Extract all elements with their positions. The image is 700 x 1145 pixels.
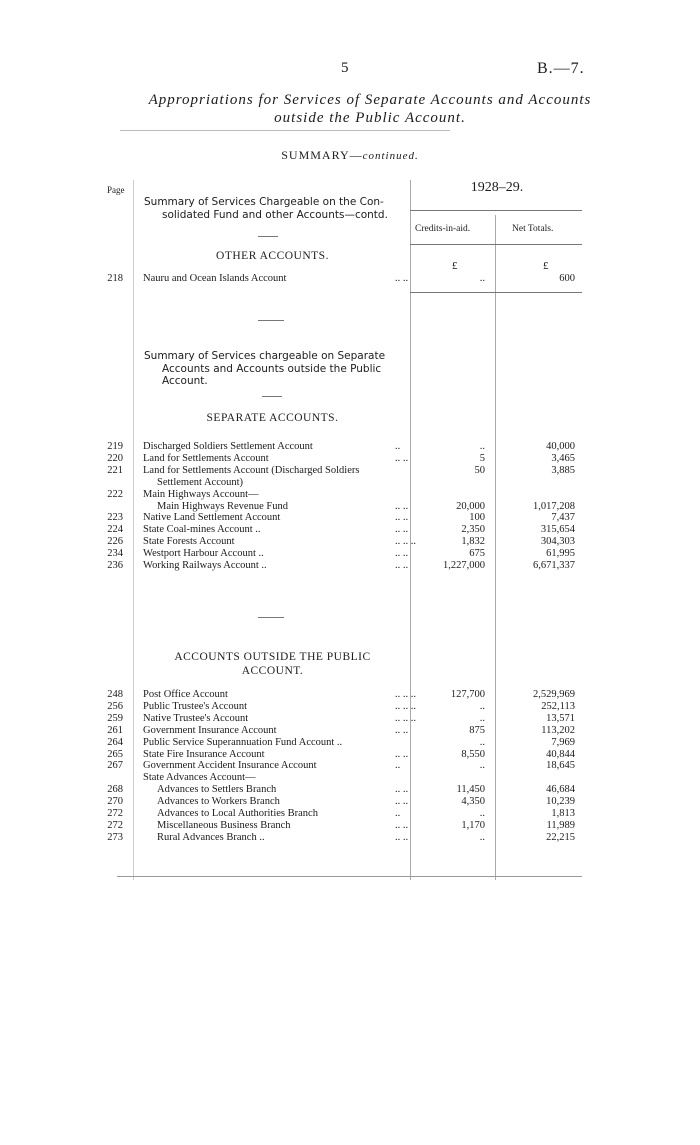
row-net-total: 113,202 [541,724,575,736]
row-description: Government Insurance Account [143,724,277,736]
table-row [105,760,585,772]
row-net-total: 22,215 [546,831,575,843]
net-totals-header: Net Totals. [512,224,554,234]
row-leader-dots: .. .. [395,724,409,736]
row-leader-dots: .. .. [395,748,409,760]
row-description: Discharged Soldiers Settlement Account [143,441,313,452]
net-currency-symbol: £ [543,260,549,272]
row-leader-dots: .. .. .. [395,712,416,724]
row-page-number: 234 [107,548,123,560]
row-leader-dots: .. .. [395,831,409,843]
row-credits-in-aid: 100 [469,512,485,524]
year-header-rule [410,210,582,211]
row-net-total: 304,303 [540,536,575,548]
row-net-total: 1,017,208 [533,500,575,512]
row-description: State Fire Insurance Account [143,748,265,760]
row-leader-dots: .. [395,441,401,452]
row-credits-in-aid: .. [479,736,485,748]
row-credits-in-aid: 875 [469,724,485,736]
row-page-number: 223 [107,512,123,524]
row-credits-in-aid: .. [479,712,485,724]
table-row [105,808,585,820]
row-net-total: 46,684 [546,784,575,796]
row-leader-dots: .. .. [395,784,409,796]
row-description: Main Highways Revenue Fund [157,500,288,512]
title-underline [120,130,450,131]
table-row [105,820,585,832]
row-net-total: 40,000 [546,441,575,452]
short-divider [258,320,284,321]
column-header-rule [410,244,582,245]
row-description: Working Railways Account .. [143,560,267,571]
other-accounts-bottom-rule [410,292,582,293]
row-description: Advances to Local Authorities Branch [157,808,318,819]
row-leader-dots: .. .. .. [395,700,416,712]
row-leader-dots: .. .. [395,452,409,464]
row-leader-dots: .. .. [395,512,409,524]
table-row [105,501,585,513]
row-leader-dots: .. .. [395,796,409,808]
separate-accounts-heading: SEPARATE ACCOUNTS. [206,412,339,424]
row-description: Nauru and Ocean Islands Account [143,273,287,284]
row-description: Land for Settlements Account (Discharged Soldiers [143,464,360,476]
page-title-line-2: outside the Public Account. [274,110,466,126]
row-page-number: 265 [107,748,123,760]
row-page-number: 270 [107,796,123,808]
row-net-total: 2,529,969 [533,689,575,700]
row-description: State Advances Account— [143,772,256,784]
row-net-total: 40,844 [546,748,575,760]
row-leader-dots: .. .. [395,819,409,831]
row-description: Public Trustee's Account [143,700,247,712]
row-credits-in-aid: 50 [474,464,485,476]
row-page-number: 236 [107,560,123,571]
table-row [105,737,585,749]
row-description: Advances to Workers Branch [157,796,280,808]
row-page-number: 219 [107,441,123,452]
row-description: Government Accident Insurance Account [143,760,317,772]
row-page-number: 273 [107,831,123,843]
row-net-total: 600 [559,273,575,284]
row-page-number: 222 [107,488,123,500]
row-page-number: 226 [107,536,123,548]
row-description: Public Service Superannuation Fund Account .. [143,736,343,748]
row-description: Advances to Settlers Branch [157,784,277,796]
table-row [105,832,585,844]
row-description: Land for Settlements Account [143,452,269,464]
row-description: Rural Advances Branch .. [157,831,265,843]
row-page-number: 259 [107,712,123,724]
table-row [105,560,585,572]
table-row [105,489,585,501]
table-row [105,796,585,808]
row-leader-dots: .. .. .. [395,536,416,548]
row-credits-in-aid: .. [479,700,485,712]
row-page-number: 272 [107,808,123,819]
table-row [105,749,585,761]
row-leader-dots: .. .. [395,548,409,560]
row-credits-in-aid: .. [479,273,485,284]
row-leader-dots: .. [395,808,401,819]
row-net-total: 18,645 [546,760,575,772]
credits-in-aid-header: Credits-in-aid. [415,224,471,234]
row-credits-in-aid: 4,350 [461,796,485,808]
row-description: Native Trustee's Account [143,712,249,724]
row-page-number: 264 [107,736,123,748]
bottom-rule [117,876,582,877]
row-description: State Forests Account [143,536,235,548]
row-page-number: 267 [107,760,123,772]
row-page-number: 256 [107,700,123,712]
row-page-number: 218 [107,273,123,284]
short-divider [262,396,282,397]
row-credits-in-aid: 2,350 [461,524,485,536]
table-row [105,713,585,725]
table-row [105,689,585,701]
row-leader-dots: .. .. [395,524,409,536]
row-credits-in-aid: 127,700 [450,689,485,700]
row-net-total: 7,437 [551,512,575,524]
table-row [105,273,585,285]
row-credits-in-aid: 675 [469,548,485,560]
row-credits-in-aid: .. [479,760,485,772]
table-row [105,524,585,536]
table-row [105,725,585,737]
row-page-number: 268 [107,784,123,796]
row-leader-dots: .. .. [395,560,409,571]
row-credits-in-aid: 1,832 [461,536,485,548]
row-credits-in-aid: 11,450 [456,784,485,796]
short-divider [258,236,278,237]
row-page-number: 220 [107,452,123,464]
table-row [105,465,585,477]
row-credits-in-aid: 8,550 [461,748,485,760]
row-net-total: 315,654 [540,524,575,536]
document-reference: B.—7. [537,60,585,77]
row-page-number: 261 [107,724,123,736]
row-leader-dots: .. .. [395,273,409,284]
row-net-total: 1,813 [551,808,575,819]
row-net-total: 6,671,337 [533,560,575,571]
row-net-total: 7,969 [551,736,575,748]
row-credits-in-aid: 1,170 [461,819,485,831]
credits-currency-symbol: £ [452,260,458,272]
row-description: Settlement Account) [157,476,244,488]
row-page-number: 224 [107,524,123,536]
row-description: Miscellaneous Business Branch [157,819,291,831]
page-number: 5 [341,60,349,76]
row-credits-in-aid: .. [479,808,485,819]
row-leader-dots: .. .. [395,500,409,512]
row-description: Main Highways Account— [143,488,259,500]
row-credits-in-aid: 20,000 [456,500,485,512]
row-description: Native Land Settlement Account [143,512,281,524]
row-credits-in-aid: 1,227,000 [443,560,485,571]
row-net-total: 252,113 [541,700,575,712]
row-net-total: 61,995 [546,548,575,560]
table-row [105,536,585,548]
row-net-total: 3,885 [551,464,575,476]
row-net-total: 11,989 [546,819,575,831]
table-row [105,772,585,784]
row-net-total: 3,465 [551,452,575,464]
outside-accounts-heading: ACCOUNTS OUTSIDE THE PUBLIC ACCOUNT. [174,651,371,677]
row-description: State Coal-mines Account .. [143,524,261,536]
short-divider [258,617,284,618]
row-leader-dots: .. .. .. [395,689,416,700]
summary-heading: SUMMARY—continued. [281,148,419,162]
table-row [105,453,585,465]
section-heading-consolidated: Summary of Services Chargeable on the Con- solidated Fund and other Accounts—contd. [144,196,388,221]
row-credits-in-aid: 5 [479,452,485,464]
row-page-number: 248 [107,689,123,700]
row-net-total: 13,571 [546,712,575,724]
page-title-line-1: Appropriations for Services of Separate Accounts and Accounts [148,92,592,108]
row-description: Westport Harbour Account .. [143,548,264,560]
table-row [105,784,585,796]
section-heading-separate: Summary of Services chargeable on Separate Accounts and Accounts outside the Public Account. [144,350,386,387]
fiscal-year-header: 1928–29. [470,180,524,195]
page-column-header: Page [107,185,125,195]
table-row [105,548,585,560]
table-row [105,512,585,524]
row-net-total: 10,239 [546,796,575,808]
table-row [105,441,585,453]
row-credits-in-aid: .. [479,831,485,843]
table-row [105,477,585,489]
row-credits-in-aid: .. [479,441,485,452]
row-page-number: 221 [107,464,123,476]
row-description: Post Office Account [143,689,228,700]
other-accounts-heading: OTHER ACCOUNTS. [216,250,329,262]
row-page-number: 272 [107,819,123,831]
row-leader-dots: .. [395,760,401,772]
table-row [105,701,585,713]
